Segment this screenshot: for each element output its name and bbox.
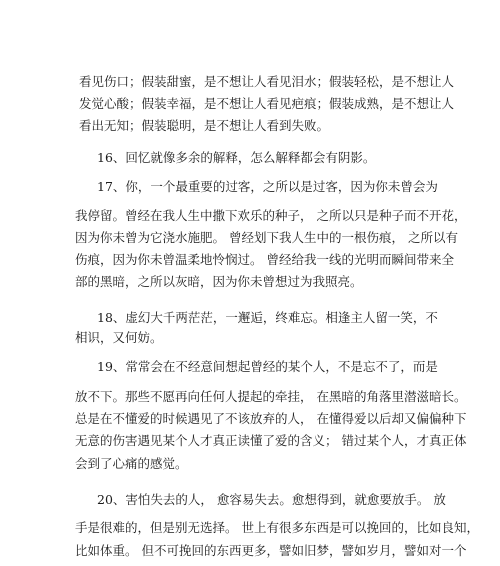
text-line: 放不下。那些不愿再向任何人提起的牵挂， 在黑暗的角落里潜滋暗长。 <box>75 389 467 404</box>
text-line: 部的黑暗，之所以灰暗，因为你未曾想过为我照亮。 <box>75 274 363 289</box>
text-line: 比如体重。 但不可挽回的东西更多，譬如旧梦，譬如岁月，譬如对一个 <box>75 543 467 558</box>
text-line: 看见伤口；假装甜蜜，是不想让人看见泪水；假装轻松，是不想让人 <box>79 74 455 89</box>
text-line: 相识，又何妨。 <box>75 330 163 345</box>
text-line: 总是在不懂爱的时候遇见了不该放弃的人， 在懂得爱以后却又偏偏种下 <box>75 411 467 426</box>
text-line: 伤痕，因为你未曾温柔地怜悯过。 曾经给我一线的光明而瞬间带来全 <box>75 252 454 267</box>
text-line: 会到了心痛的感觉。 <box>75 456 188 471</box>
text-line: 17、你，一个最重要的过客，之所以是过客，因为你未曾会为 <box>97 179 438 194</box>
text-line: 发觉心酸；假装幸福，是不想让人看见疤痕；假装成熟，是不想让人 <box>79 96 455 111</box>
text-line: 19、常常会在不经意间想起曾经的某个人，不是忘不了，而是 <box>97 359 438 374</box>
text-line: 因为你未曾为它浇水施肥。 曾经划下我人生中的一根伤痕， 之所以有 <box>75 230 458 245</box>
text-line: 我停留。曾经在我人生中撒下欢乐的种子， 之所以只是种子而不开花， <box>75 208 467 223</box>
text-line: 看出无知；假装聪明，是不想让人看到失败。 <box>79 118 330 133</box>
text-line: 无意的伤害遇见某个人才真正读懂了爱的含义； 错过某个人，才真正体 <box>75 433 467 448</box>
text-line: 16、回忆就像多余的解释，怎么解释都会有阴影。 <box>97 150 376 165</box>
text-line: 20、害怕失去的人， 愈容易失去。愈想得到，就愈要放手。 放 <box>97 492 446 507</box>
text-line: 手是很难的，但是别无选择。 世上有很多东西是可以挽回的，比如良知， <box>75 520 479 535</box>
text-line: 18、虚幻大千两茫茫，一邂逅，终难忘。相逢主人留一笑，不 <box>97 310 438 325</box>
